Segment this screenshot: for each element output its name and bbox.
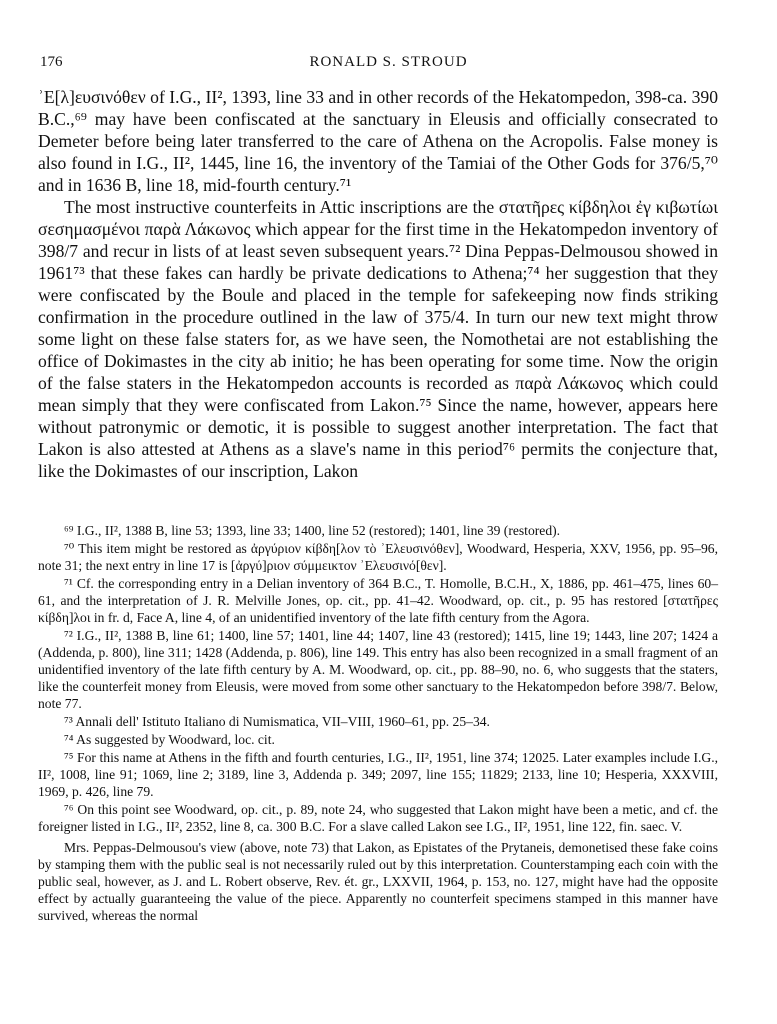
footnote-76: ⁷⁶ On this point see Woodward, op. cit., p. 89, note 24, who suggested that Lakon might have been a metic, and cf. the foreigner listed in I.G., II², 2352, line 8, ca. 300 B.C. For a slave called Lakon see I.G., II², 1951, line 122, fin. saec. V. [38,802,718,834]
footnote-69: ⁶⁹ I.G., II², 1388 B, line 53; 1393, line 33; 1400, line 52 (restored); 1401, line 39 (restored). [64,523,561,538]
body-text [38,86,718,482]
page-number: 176 [40,54,63,70]
running-head-author: RONALD S. STROUD [309,54,468,70]
footnote-74: ⁷⁴ As suggested by Woodward, loc. cit. [64,732,275,747]
footnote-76-continuation: Mrs. Peppas-Delmousou's view (above, note 73) that Lakon, as Epistates of the Prytaneis, demonetised these fake coins by stamping them with the public seal is not necessarily ruled out by this interpretation. Counterstamping each coin with the public seal, however, as J. and L. Robert observe, Rev. ét. gr., LXXVII, 1964, p. 153, no. 127, might have had the opposite effect by actually guaranteeing the value of the piece. Apparently no counterfeit specimens stamped in this manner have survived, whereas the normal [38,840,718,923]
footnote-75: ⁷⁵ For this name at Athens in the fifth and fourth centuries, I.G., II², 1951, line 374; 12025. Later examples include I.G., II², 1008, line 91; 1069, line 2; 3189, line 3, Addenda p. 349; 2097, line 155; 11829; 2133, line 10; Hesperia, XXXVIII, 1969, p. 426, line 79. [38,750,718,799]
paragraph-continuation: ʾΕ[λ]ευσινόθεν of I.G., II², 1393, line 33 and in other records of the Hekatompedon, 398-ca. 390 B.C.,⁶⁹ may have been confiscated at the sanctuary in Eleusis and officially consecrated to Demeter before being later transferred to the care of Athena on the Acropolis. False money is also found in I.G., II², 1445, line 16, the inventory of the Tamiai of the Other Gods for 376/5,⁷⁰ and in 1636 B, line 18, mid-fourth century.⁷¹ [38,87,718,195]
page-header [40,54,737,76]
footnote-73: ⁷³ Annali dell' Istituto Italiano di Numismatica, VII–VIII, 1960–61, pp. 25–34. [64,714,490,729]
footnote-70: ⁷⁰ This item might be restored as ἀργύριον κίβδη[λον τὸ ʾΕλευσινόθεν], Woodward, Hesperia, XXV, 1956, pp. 95–96, note 31; the next entry in line 17 is [ἀργύ]ριον σύμμεικτον ʾΕλευσινό[θεν]. [38,541,718,573]
paragraph-counterfeits: The most instructive counterfeits in Attic inscriptions are the στατῆρες κίβδηλοι ἐγ κιβωτίωι σεσημασμένοι παρὰ Λάκωνος which appear for the first time in the Hekatompedon inventory of 398/7 and recur in lists of at least seven subsequent years.⁷² Dina Peppas-Delmousou showed in 1961⁷³ that these fakes can hardly be private dedications to Athena;⁷⁴ her suggestion that they were confiscated by the Boule and placed in the temple for safekeeping now finds striking confirmation in the procedure outlined in the law of 375/4. In turn our new text might throw some light on these false staters for, as we have seen, the Nomothetai are not establishing the office of Dokimastes in the city ab initio; he has been operating for some time. Now the origin of the false staters in the Hekatompedon accounts is recorded as παρὰ Λάκωνος which could mean simply that they were confiscated from Lakon.⁷⁵ Since the name, however, appears here without patronymic or demotic, it is possible to suggest another interpretation. The fact that Lakon is also attested at Athens as a slave's name in this period⁷⁶ permits the conjecture that, like the Dokimastes of our inscription, Lakon [38,197,718,481]
footnote-71: ⁷¹ Cf. the corresponding entry in a Delian inventory of 364 B.C., T. Homolle, B.C.H., X, 1886, pp. 461–475, lines 60–61, and the interpretation of J. R. Melville Jones, op. cit., pp. 41–42. Woodward, op. cit., p. 95 has restored [στατῆρες κίβδη]λοι in fr. d, Face A, line 4, of an unidentified inventory of the late fifth century from the Agora. [38,576,718,625]
footnotes [38,522,718,925]
footnote-72: ⁷² I.G., II², 1388 B, line 61; 1400, line 57; 1401, line 44; 1407, line 43 (restored); 1415, line 19; 1443, line 207; 1424 a (Addenda, p. 800), line 311; 1428 (Addenda, p. 806), line 149. This entry has also been recognized in a small fragment of an unidentified inventory of the late fifth century by A. M. Woodward, op. cit., pp. 88–90, no. 6, who suggests that the staters, like the counterfeit money from Eleusis, were moved from some other sanctuary to the Hekatompedon before 398/7. Below, note 77. [38,628,718,711]
